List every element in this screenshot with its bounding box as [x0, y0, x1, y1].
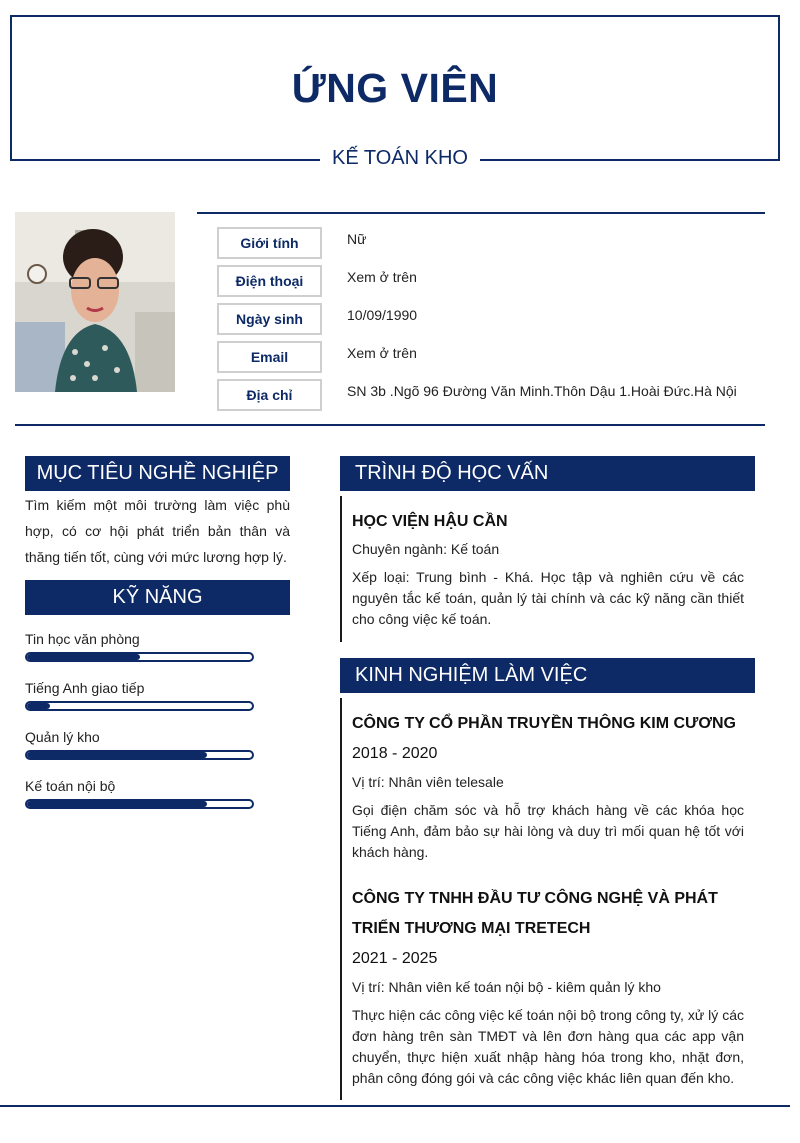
info-value: Xem ở trên — [347, 345, 417, 361]
job-block — [352, 709, 744, 863]
info-label: Điện thoại — [217, 265, 322, 297]
experience-timeline-line — [340, 698, 342, 1100]
job-desc: Gọi điện chăm sóc và hỗ trợ khách hàng về các khóa học Tiếng Anh, đảm bảo sự hài lòng và duy trì mối quan hệ tốt với khách hàng. — [352, 802, 744, 860]
skill-item — [25, 728, 255, 768]
skill-fill — [27, 654, 140, 660]
skill-name: Tin học văn phòng — [25, 631, 140, 647]
skill-fill — [27, 801, 207, 807]
skill-bar — [25, 799, 254, 809]
experience-heading: KINH NGHIỆM LÀM VIỆC — [340, 658, 755, 693]
skill-item — [25, 777, 255, 817]
info-value: Xem ở trên — [347, 269, 417, 285]
info-row-birthdate — [217, 303, 777, 335]
info-row-email — [217, 341, 777, 373]
skill-name: Kế toán nội bộ — [25, 778, 116, 794]
skills-heading: KỸ NĂNG — [25, 580, 290, 615]
job-block — [352, 884, 744, 1089]
subtitle-wrap — [0, 143, 800, 173]
info-divider-top — [197, 212, 765, 214]
education-heading: TRÌNH ĐỘ HỌC VẤN — [340, 456, 755, 491]
job-years: 2018 - 2020 — [352, 745, 438, 762]
skill-item — [25, 630, 255, 670]
info-row-phone — [217, 265, 777, 297]
skill-item — [25, 679, 255, 719]
objective-heading: MỤC TIÊU NGHỀ NGHIỆP — [25, 456, 290, 491]
company-name: CÔNG TY CỔ PHẦN TRUYỀN THÔNG KIM CƯƠNG — [352, 715, 736, 732]
skill-bar — [25, 701, 254, 711]
job-years: 2021 - 2025 — [352, 950, 438, 967]
job-position: Vị trí: Nhân viên kế toán nội bộ - kiêm quản lý kho — [352, 979, 661, 995]
skill-bar — [25, 750, 254, 760]
skill-name: Tiếng Anh giao tiếp — [25, 680, 145, 696]
info-value: 10/09/1990 — [347, 307, 418, 323]
info-value: Nữ — [347, 231, 367, 247]
education-desc: Xếp loại: Trung bình - Khá. Học tập và nghiên cứu về các nguyên tắc kế toán, quản lý tài chính và các kỹ năng cần thiết cho công việc kế toán. — [352, 569, 744, 627]
info-value: SN 3b .Ngõ 96 Đường Văn Minh.Thôn Dậu 1.Hoài Đức.Hà Nội — [347, 383, 737, 399]
job-title: KẾ TOÁN KHO — [320, 143, 480, 173]
education-block — [352, 507, 744, 630]
skill-name: Quản lý kho — [25, 729, 100, 745]
school-name: HỌC VIỆN HẬU CẦN — [352, 513, 508, 530]
profile-photo — [15, 212, 175, 392]
skill-bar — [25, 652, 254, 662]
info-row-address — [217, 379, 777, 411]
info-row-gender — [217, 227, 777, 259]
info-label: Giới tính — [217, 227, 322, 259]
info-label: Ngày sinh — [217, 303, 322, 335]
footer-divider — [0, 1105, 790, 1107]
job-desc: Thực hiện các công việc kế toán nội bộ trong công ty, xử lý các đơn hàng trên sàn TMĐT và lên đơn hàng qua các app vận chuyển, thực hiện xuất nhập hàng hóa trong kho, nhặt đơn, phân công đóng gói và các công việc khác liên quan đến kho. — [352, 1007, 744, 1086]
skill-fill — [27, 703, 50, 709]
info-label: Email — [217, 341, 322, 373]
info-divider-bottom — [15, 424, 765, 426]
company-name: CÔNG TY TNHH ĐẦU TƯ CÔNG NGHỆ VÀ PHÁT TRIỂN THƯƠNG MẠI TRETECH — [352, 890, 718, 937]
education-major: Chuyên ngành: Kế toán — [352, 541, 500, 557]
job-position: Vị trí: Nhân viên telesale — [352, 774, 504, 790]
header-box — [10, 15, 780, 161]
education-timeline-line — [340, 496, 342, 642]
info-label: Địa chỉ — [217, 379, 322, 411]
objective-text: Tìm kiếm một môi trường làm việc phù hợp, có cơ hội phát triển bản thân và thăng tiến tốt, cùng với mức lương hợp lý. — [25, 497, 290, 565]
skill-fill — [27, 752, 207, 758]
page-title: ỨNG VIÊN — [291, 65, 499, 111]
